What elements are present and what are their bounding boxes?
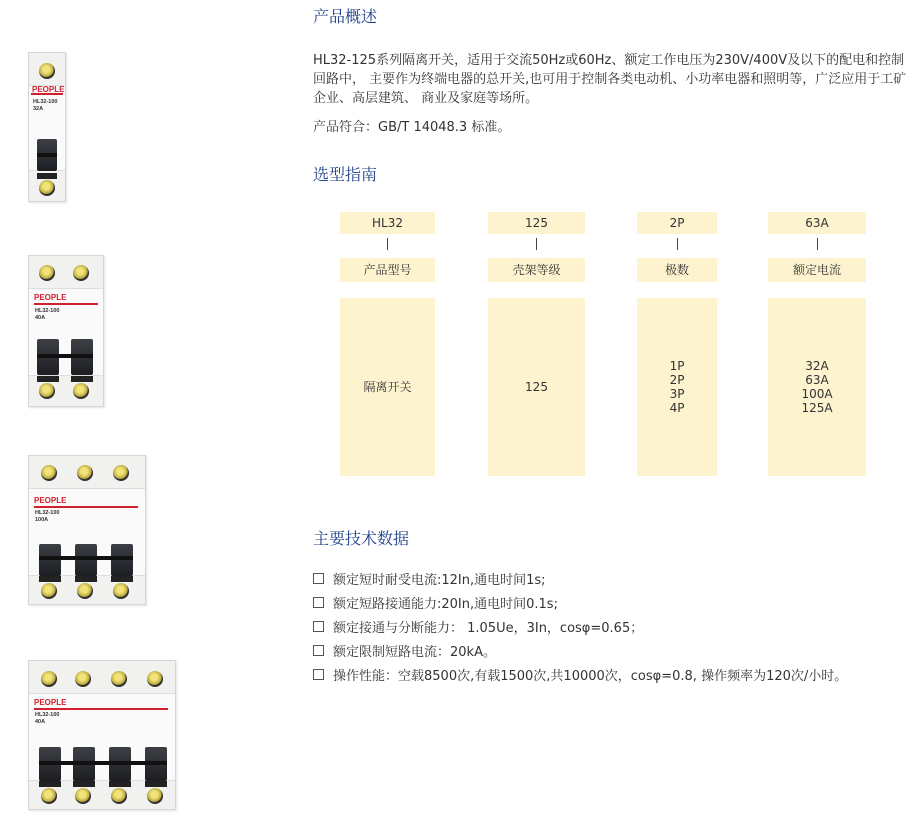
value-item: 3P [669,387,685,401]
terminal-screw [147,671,163,687]
value-item: 32A [805,359,829,373]
breaker-body [28,455,146,605]
checkbox-icon [313,621,324,632]
value-item: 1P [669,359,685,373]
terminal-screw [111,671,127,687]
spec-item [313,617,643,636]
spec-text: 额定短时耐受电流:12In,通电时间1s; [333,573,546,588]
spec-item [313,569,546,588]
terminal-screw [39,180,55,196]
terminal-screw [77,465,93,481]
code-box-series: HL32 [340,212,435,234]
model-label: HL32-100 [35,308,60,314]
terminal-screw [111,788,127,804]
value-item: 63A [805,373,829,387]
checkbox-icon [313,669,324,680]
terminal-screw [41,583,57,599]
terminal-screw [39,383,55,399]
rating-label: 100A [35,517,49,523]
terminal-screw [75,671,91,687]
model-label: HL32-100 [35,712,60,718]
brand-logo: PEOPLE [34,293,67,302]
value-item: 2P [669,373,685,387]
overview-paragraph: HL32-125系列隔离开关，适用于交流50Hz或60Hz、额定工作电压为230V/400V及以下的配电和控制回路中， 主要作为终端电器的总开关,也可用于控制各类电动机、小功率电器和照明等，广泛应用于工矿企业、高层建筑、 商业及家庭等场所。 [313,53,907,106]
terminal-screw [39,63,55,79]
product-image-3p [28,455,148,605]
label-box-poles: 极数 [637,258,717,282]
code-box-poles: 2P [637,212,717,234]
standard-text: 产品符合：GB/T 14048.3 标准。 [313,120,511,135]
checkbox-icon [313,597,324,608]
terminal-screw [75,788,91,804]
breaker-body [28,660,176,810]
switch-handle [111,544,133,576]
spec-item [313,665,913,684]
breaker-body [28,52,66,202]
switch-handle [75,544,97,576]
value-box-poles [637,298,717,476]
label-box-current: 额定电流 [768,258,866,282]
brand-logo: PEOPLE [34,496,67,505]
value-item: 100A [801,387,833,401]
value-item: 隔离开关 [363,380,412,394]
model-label: HL32-100 [33,99,58,105]
terminal-screw [113,465,129,481]
terminal-screw [41,788,57,804]
spec-item [313,641,496,660]
value-item: 4P [669,401,685,415]
value-item: 125 [525,380,548,394]
terminal-screw [73,383,89,399]
brand-logo: PEOPLE [34,698,67,707]
checkbox-icon [313,645,324,656]
switch-handle [39,544,61,576]
terminal-screw [41,465,57,481]
terminal-screw [113,583,129,599]
label-box-model: 产品型号 [340,258,435,282]
terminal-screw [39,265,55,281]
spec-text: 额定限制短路电流：20kA。 [333,645,496,660]
overview-heading: 产品概述 [313,7,378,26]
spec-text: 操作性能：空载8500次,有载1500次,共10000次，cosφ=0.8, 操作频率为120次/小时。 [333,669,848,684]
checkbox-icon [313,573,324,584]
value-box-model [340,298,435,476]
value-box-current [768,298,866,476]
product-image-4p [28,660,178,810]
spec-item [313,593,558,612]
breaker-body [28,255,104,407]
value-box-frame [488,298,585,476]
rating-label: 40A [35,315,46,321]
label-box-frame: 壳架等级 [488,258,585,282]
value-item: 125A [801,401,833,415]
terminal-screw [41,671,57,687]
model-label: HL32-100 [35,510,60,516]
selection-heading: 选型指南 [313,165,378,184]
tech-heading: 主要技术数据 [313,529,410,548]
spec-text: 额定接通与分断能力： 1.05Ue，3In，cosφ=0.65； [333,621,644,636]
code-box-frame: 125 [488,212,585,234]
product-image-1p [28,52,68,202]
rating-label: 40A [35,719,46,725]
spec-text: 额定短路接通能力:20In,通电时间0.1s; [333,597,558,612]
terminal-screw [77,583,93,599]
terminal-screw [147,788,163,804]
terminal-screw [73,265,89,281]
product-image-2p [28,255,108,405]
rating-label: 32A [33,106,44,112]
code-box-current: 63A [768,212,866,234]
brand-logo: PEOPLE [32,85,65,94]
